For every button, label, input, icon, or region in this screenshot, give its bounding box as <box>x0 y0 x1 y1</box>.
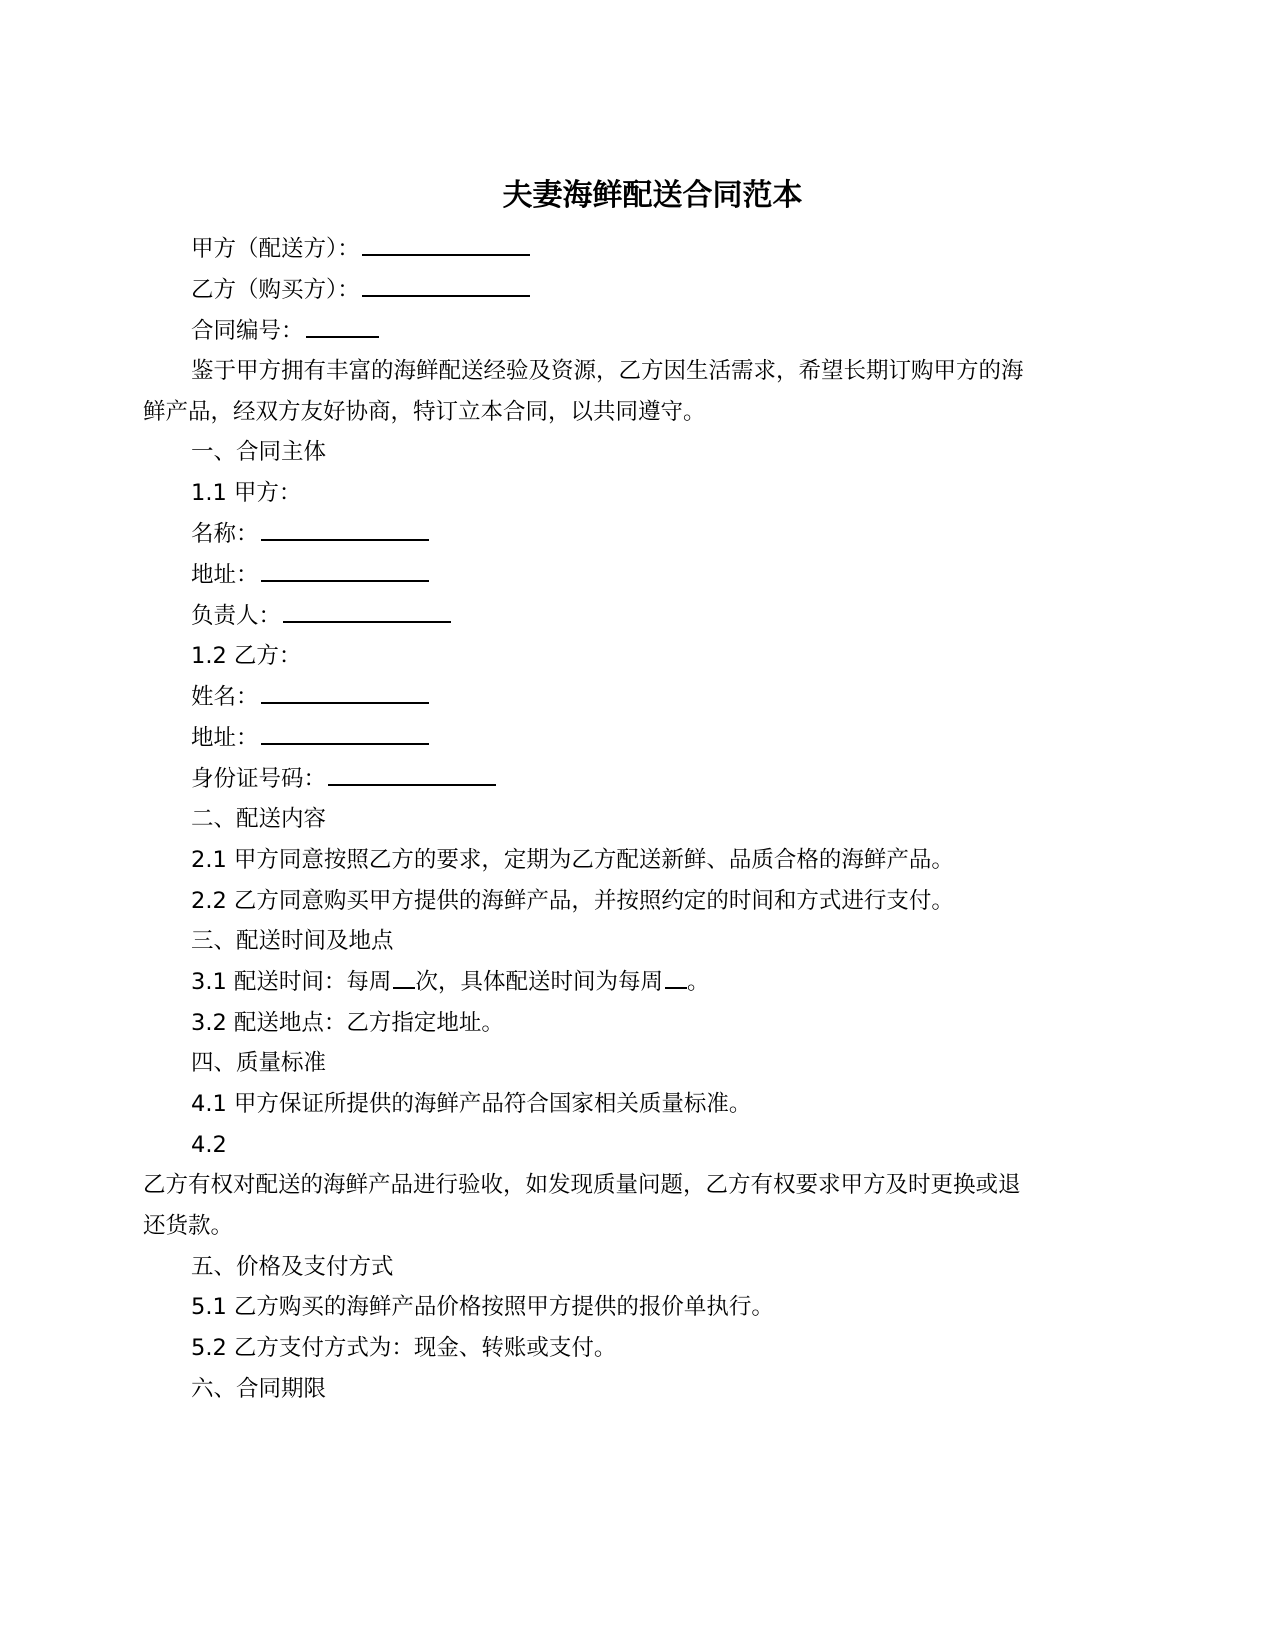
clause-3-1-part-b: 次，具体配送时间为每周 <box>415 969 663 995</box>
party-b-id-line <box>191 764 496 794</box>
clause-4-2-line-2: 还货款。 <box>143 1213 234 1239</box>
clause-4-2-number: 4.2 <box>191 1132 227 1158</box>
party-a-person-label: 负责人： <box>191 603 282 629</box>
party-a-line <box>191 234 530 264</box>
section-2-heading: 二、配送内容 <box>191 806 327 832</box>
party-b-line <box>191 275 530 305</box>
clause-3-2: 3.2 配送地点：乙方指定地址。 <box>191 1010 504 1036</box>
party-b-name-blank[interactable] <box>261 682 429 704</box>
clause-3-1-part-c: 。 <box>686 969 710 995</box>
party-a-address-label: 地址： <box>191 562 259 588</box>
clause-4-1: 4.1 甲方保证所提供的海鲜产品符合国家相关质量标准。 <box>191 1091 752 1117</box>
contract-no-blank[interactable] <box>306 316 379 338</box>
document-title: 夫妻海鲜配送合同范本 <box>502 178 803 213</box>
party-a-name-blank[interactable] <box>261 519 429 541</box>
party-b-id-label: 身份证号码： <box>191 766 327 792</box>
contract-no-label: 合同编号： <box>191 318 304 344</box>
party-b-address-blank[interactable] <box>261 723 429 745</box>
clause-1-1: 1.1 甲方： <box>191 480 302 506</box>
party-b-blank[interactable] <box>362 275 530 297</box>
times-per-week-blank[interactable] <box>393 967 415 989</box>
party-b-name-label: 姓名： <box>191 684 259 710</box>
section-6-heading: 六、合同期限 <box>191 1376 327 1402</box>
clause-4-2-line-1: 乙方有权对配送的海鲜产品进行验收，如发现质量问题，乙方有权要求甲方及时更换或退 <box>143 1172 1021 1198</box>
party-a-name-line <box>191 519 429 549</box>
section-3-heading: 三、配送时间及地点 <box>191 928 394 954</box>
clause-1-2: 1.2 乙方： <box>191 643 302 669</box>
party-b-id-blank[interactable] <box>328 764 496 786</box>
party-a-person-blank[interactable] <box>283 601 451 623</box>
party-b-address-line <box>191 723 429 753</box>
clause-5-1: 5.1 乙方购买的海鲜产品价格按照甲方提供的报价单执行。 <box>191 1294 774 1320</box>
party-b-address-label: 地址： <box>191 725 259 751</box>
clause-3-1 <box>191 967 709 997</box>
party-a-address-blank[interactable] <box>261 560 429 582</box>
party-a-blank[interactable] <box>362 234 530 256</box>
clause-3-1-part-a: 3.1 配送时间：每周 <box>191 969 392 995</box>
section-4-heading: 四、质量标准 <box>191 1050 327 1076</box>
party-b-name-line <box>191 682 429 712</box>
party-a-address-line <box>191 560 429 590</box>
section-1-heading: 一、合同主体 <box>191 439 327 465</box>
section-5-heading: 五、价格及支付方式 <box>191 1254 394 1280</box>
party-a-name-label: 名称： <box>191 521 259 547</box>
clause-5-2: 5.2 乙方支付方式为：现金、转账或支付。 <box>191 1335 617 1361</box>
contract-no-line <box>191 316 379 346</box>
party-b-label: 乙方（购买方）： <box>191 277 360 303</box>
clause-2-2: 2.2 乙方同意购买甲方提供的海鲜产品，并按照约定的时间和方式进行支付。 <box>191 888 954 914</box>
preamble-line-2: 鲜产品，经双方友好协商，特订立本合同，以共同遵守。 <box>143 399 706 425</box>
party-a-person-line <box>191 601 451 631</box>
clause-2-1: 2.1 甲方同意按照乙方的要求，定期为乙方配送新鲜、品质合格的海鲜产品。 <box>191 847 954 873</box>
delivery-day-blank[interactable] <box>665 967 687 989</box>
party-a-label: 甲方（配送方）： <box>191 236 360 262</box>
preamble-line-1: 鉴于甲方拥有丰富的海鲜配送经验及资源，乙方因生活需求，希望长期订购甲方的海 <box>191 358 1024 384</box>
